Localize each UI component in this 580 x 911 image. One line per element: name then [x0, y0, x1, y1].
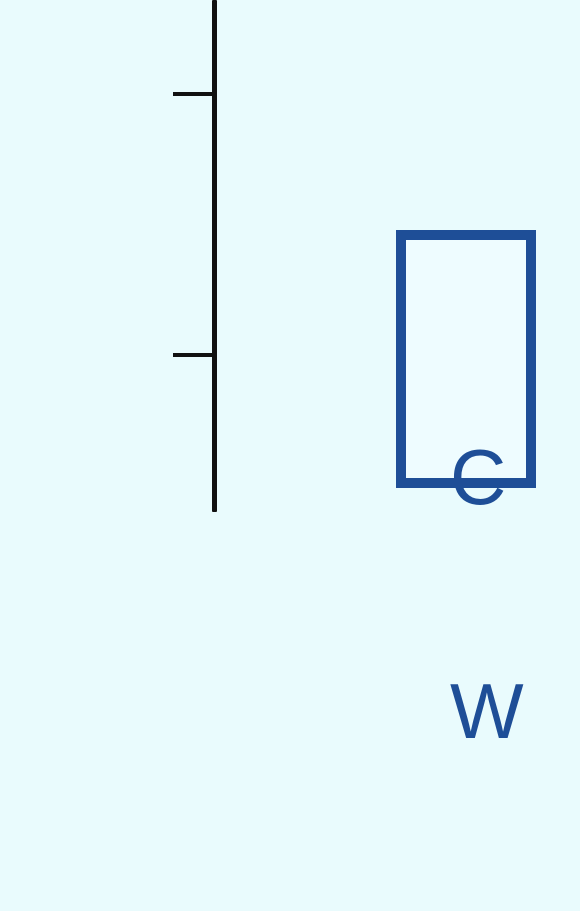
label-line-2: W — [450, 667, 524, 755]
vertical-axis-line — [212, 0, 217, 512]
label-text — [450, 282, 580, 906]
axis-tick-upper — [173, 92, 216, 96]
label-box — [396, 230, 536, 755]
axis-tick-lower — [173, 353, 216, 357]
label-line-1: C — [450, 433, 507, 521]
